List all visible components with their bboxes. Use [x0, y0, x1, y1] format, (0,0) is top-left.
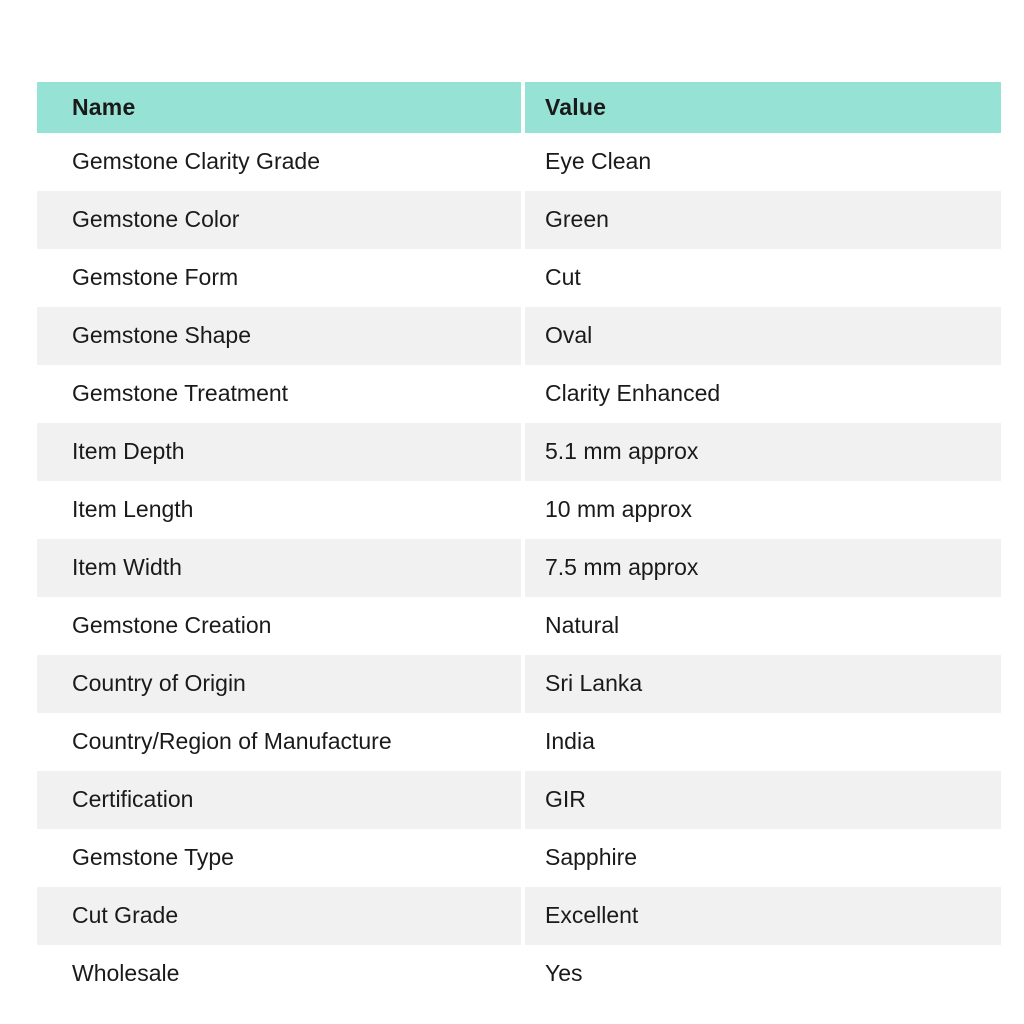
- spec-name-cell: Gemstone Form: [37, 249, 523, 307]
- table-row: [37, 539, 1001, 597]
- spec-value-cell: Natural: [545, 612, 620, 639]
- column-header-value: Value: [523, 82, 1001, 133]
- spec-value-cell: Sapphire: [545, 844, 638, 871]
- spec-value-cell: 5.1 mm approx: [545, 438, 699, 465]
- spec-name-cell: Gemstone Creation: [37, 597, 523, 655]
- spec-name-cell: Gemstone Shape: [37, 307, 523, 365]
- table-row: [37, 655, 1001, 713]
- table-row: [37, 307, 1001, 365]
- spec-name-cell: Cut Grade: [37, 887, 523, 945]
- spec-value-cell: Excellent: [545, 902, 639, 929]
- spec-value-cell: India: [545, 728, 595, 755]
- spec-value-cell: Clarity Enhanced: [545, 380, 721, 407]
- spec-name-cell: Country/Region of Manufacture: [37, 713, 523, 771]
- table-header: [37, 82, 1001, 133]
- spec-value-cell: Cut: [545, 264, 581, 291]
- spec-value-cell: 7.5 mm approx: [545, 554, 699, 581]
- table-row: [37, 597, 1001, 655]
- spec-name-cell: Gemstone Clarity Grade: [37, 133, 523, 191]
- header-row: [37, 82, 1001, 133]
- table-row: [37, 887, 1001, 945]
- table-row: [37, 423, 1001, 481]
- spec-name-cell: Gemstone Treatment: [37, 365, 523, 423]
- table-row: [37, 365, 1001, 423]
- table-row: [37, 249, 1001, 307]
- spec-name-cell: Gemstone Type: [37, 829, 523, 887]
- spec-value-cell: Yes: [545, 960, 583, 987]
- spec-name-cell: Country of Origin: [37, 655, 523, 713]
- table-row: [37, 133, 1001, 191]
- spec-name-cell: Item Length: [37, 481, 523, 539]
- table-row: [37, 191, 1001, 249]
- spec-name-cell: Gemstone Color: [37, 191, 523, 249]
- spec-value-cell: Oval: [545, 322, 593, 349]
- spec-value-cell: 10 mm approx: [545, 496, 693, 523]
- column-header-name: Name: [37, 82, 523, 133]
- table-row: [37, 713, 1001, 771]
- spec-name-cell: Certification: [37, 771, 523, 829]
- table-row: [37, 481, 1001, 539]
- spec-value-cell: Green: [545, 206, 609, 233]
- spec-name-cell: Wholesale: [37, 945, 523, 1003]
- table-body: [37, 133, 1001, 1003]
- spec-name-cell: Item Depth: [37, 423, 523, 481]
- table-row: [37, 829, 1001, 887]
- spec-value-cell: Eye Clean: [545, 148, 652, 175]
- spec-value-cell: Sri Lanka: [545, 670, 643, 697]
- table-row: [37, 771, 1001, 829]
- spec-value-cell: GIR: [545, 786, 586, 813]
- table-row: [37, 945, 1001, 1003]
- item-specifics-table: [37, 82, 1001, 1003]
- spec-name-cell: Item Width: [37, 539, 523, 597]
